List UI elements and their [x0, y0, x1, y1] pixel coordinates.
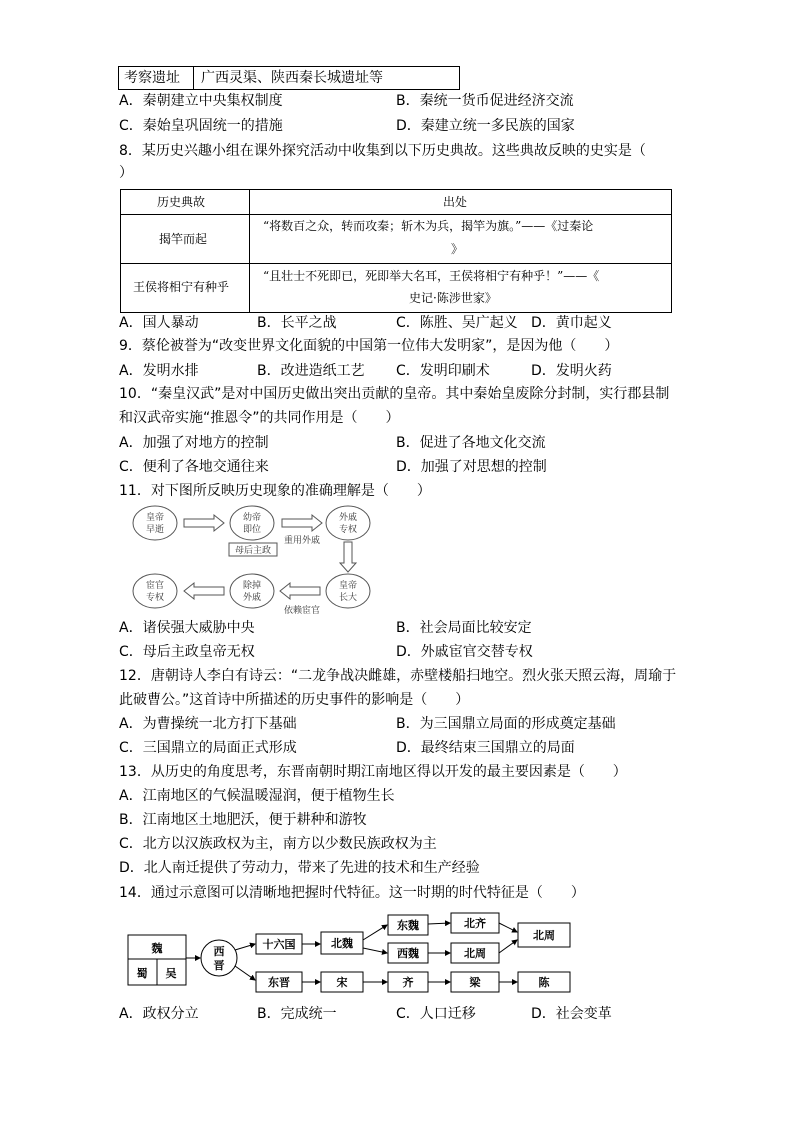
q12-option-a[interactable]: A．为曹操统一北方打下基础 — [119, 716, 297, 732]
q14-label-chen: 陈 — [538, 976, 550, 989]
q10-option-d[interactable]: D．加强了对思想的控制 — [396, 459, 547, 475]
q11-options-row1 — [119, 618, 679, 638]
q7-option-d[interactable]: D．秦建立统一多民族的国家 — [396, 118, 575, 134]
q13-option-b[interactable]: B．江南地区土地肥沃，便于耕种和游牧 — [119, 812, 367, 828]
table-label: 考察遗址 — [124, 70, 180, 86]
q11-label-2: 依赖宦官 — [283, 606, 321, 616]
q12-stem: 12．唐朝诗人李白有诗云：“二龙争战决雌雄，赤壁楼船扫地空。烈火张天照云海，周瑜于 — [119, 668, 677, 684]
q8-option-b[interactable]: B．长平之战 — [257, 315, 337, 331]
q14-arrow-wei-eastwei — [363, 925, 387, 940]
q9-option-d[interactable]: D．发明火药 — [531, 363, 612, 379]
q8-r2-allusion: 王侯将相宁有种乎 — [133, 280, 230, 294]
q14-option-d[interactable]: D．社会变革 — [531, 1006, 612, 1022]
q9-options — [119, 361, 679, 381]
q11-label-1: 重用外戚 — [283, 536, 321, 546]
q10-stem-cont: 和汉武帝实施“推恩令”的共同作用是（ ） — [119, 410, 400, 426]
q8-row-divider-2 — [121, 263, 671, 264]
q8-header-source: 出处 — [443, 195, 468, 209]
q9-option-a[interactable]: A．发明水排 — [119, 363, 199, 379]
q7-options-row1 — [119, 91, 679, 111]
q9-stem: 9．蔡伦被誉为“改变世界文化面貌的中国第一位伟大发明家”，是因为他（ ） — [119, 338, 619, 354]
q11-n5b: 外戚 — [242, 593, 262, 603]
q11-n4b: 长大 — [338, 593, 358, 603]
table-divider — [193, 67, 194, 89]
q14-label-xiwei: 西魏 — [397, 947, 419, 960]
q10-option-b[interactable]: B．促进了各地文化交流 — [396, 435, 546, 451]
q8-r2-source-1: “且壮士不死即已，死即举大名耳，王侯将相宁有种乎！”——《 — [263, 269, 600, 283]
q11-options-row2 — [119, 642, 679, 662]
q14-label-beiwei: 北魏 — [331, 937, 353, 950]
q13-stem: 13．从历史的角度思考，东晋南朝时期江南地区得以开发的最主要因素是（ ） — [119, 764, 627, 780]
q11-arrow-4 — [280, 583, 320, 599]
q8-r1-allusion: 揭竿而起 — [159, 232, 208, 246]
q13-option-c[interactable]: C．北方以汉族政权为主，南方以少数民族政权为主 — [119, 836, 437, 852]
q11-n6b: 专权 — [145, 593, 165, 603]
q14-label-xijin-a: 西 — [213, 945, 225, 958]
q13-option-d[interactable]: D．北人南迁提供了劳动力，带来了先进的技术和生产经验 — [119, 860, 480, 876]
q11-option-d[interactable]: D．外戚宦官交替专权 — [396, 644, 533, 660]
q7-option-a[interactable]: A．秦朝建立中央集权制度 — [119, 93, 283, 109]
q9-option-c[interactable]: C．发明印刷术 — [396, 363, 490, 379]
q12-option-d[interactable]: D．最终结束三国鼎立的局面 — [396, 740, 575, 756]
q8-stem: 8．某历史兴趣小组在课外探究活动中收集到以下历史典故。这些典故反映的史实是（ — [119, 143, 646, 159]
q14-dynasty-diagram — [125, 910, 575, 998]
q8-col-divider — [249, 190, 250, 312]
q14-options — [119, 1004, 679, 1024]
q11-option-a[interactable]: A．诸侯强大威胁中央 — [119, 620, 255, 636]
q14-label-beiqi: 北齐 — [464, 917, 486, 930]
q11-box-label: 母后主政 — [234, 546, 272, 556]
q14-label-qi: 齐 — [402, 976, 414, 989]
q11-arrow-1 — [184, 515, 224, 531]
q14-label-wu: 吴 — [165, 967, 177, 980]
q11-option-c[interactable]: C．母后主政皇帝无权 — [119, 644, 255, 660]
q11-option-b[interactable]: B．社会局面比较安定 — [396, 620, 532, 636]
q11-n3a: 外戚 — [338, 513, 358, 523]
q7-option-b[interactable]: B．秦统一货币促进经济交流 — [396, 93, 574, 109]
q14-label-wei: 魏 — [151, 942, 163, 955]
q10-options-row1 — [119, 433, 679, 453]
q10-options-row2 — [119, 457, 679, 477]
q14-arrow-zhou-zhou — [499, 940, 517, 953]
q11-n5a: 除掉 — [242, 581, 262, 591]
q11-cycle-diagram — [130, 505, 380, 617]
q14-arrow-wei-westwei — [363, 948, 387, 953]
q14-arrow-jin-sixteen — [235, 944, 255, 950]
q14-stem: 14．通过示意图可以清晰地把握时代特征。这一时期的时代特征是（ ） — [119, 885, 585, 901]
q14-label-shu: 蜀 — [136, 967, 148, 980]
q11-arrow-3 — [340, 542, 356, 572]
q14-option-c[interactable]: C．人口迁移 — [396, 1006, 476, 1022]
q11-n4a: 皇帝 — [338, 581, 358, 591]
q14-label-xijin-b: 晋 — [213, 959, 225, 972]
q11-n2b: 即位 — [242, 525, 262, 535]
q8-r1-source-2: 》 — [451, 242, 464, 256]
q9-option-b[interactable]: B．改进造纸工艺 — [257, 363, 365, 379]
q11-n2a: 幼帝 — [242, 513, 262, 523]
q11-n1b: 早逝 — [145, 525, 165, 535]
q10-option-c[interactable]: C．便利了各地交通往来 — [119, 459, 269, 475]
q11-n1a: 皇帝 — [145, 513, 165, 523]
q14-arrow-eastwei-qi — [428, 923, 450, 924]
q13-option-a[interactable]: A．江南地区的气候温暖湿润，便于植物生长 — [119, 788, 395, 804]
q11-arrow-2 — [282, 515, 322, 531]
q8-option-d[interactable]: D．黄巾起义 — [531, 315, 612, 331]
q14-label-dongwei: 东魏 — [397, 919, 419, 932]
q8-option-a[interactable]: A．国人暴动 — [119, 315, 199, 331]
q8-table — [120, 189, 672, 313]
q14-label-sixteen: 十六国 — [262, 938, 296, 951]
q8-options — [119, 313, 679, 333]
q7-options-row2 — [119, 116, 679, 136]
table-value: 广西灵渠、陕西秦长城遗址等 — [201, 70, 383, 86]
q8-stem-cont: ） — [119, 165, 133, 181]
q12-stem-cont: 此破曹公。”这首诗中所描述的历史事件的影响是（ ） — [119, 692, 470, 708]
q12-options-row2 — [119, 738, 679, 758]
q8-option-c[interactable]: C．陈胜、吴广起义 — [396, 315, 518, 331]
q14-arrow-jin-eastjin — [235, 966, 255, 980]
q11-n6a: 宦官 — [145, 581, 165, 591]
q12-options-row1 — [119, 714, 679, 734]
q14-label-beizhou2: 北周 — [533, 929, 555, 942]
q12-option-c[interactable]: C．三国鼎立的局面正式形成 — [119, 740, 297, 756]
q12-option-b[interactable]: B．为三国鼎立局面的形成奠定基础 — [396, 716, 616, 732]
q8-r2-source-2: 史记·陈涉世家》 — [409, 291, 497, 305]
q10-stem: 10．“秦皇汉武”是对中国历史做出突出贡献的皇帝。其中秦始皇废除分封制，实行郡县制 — [119, 386, 670, 402]
q14-label-song: 宋 — [336, 976, 348, 989]
q7-option-c[interactable]: C．秦始皇巩固统一的措施 — [119, 118, 283, 134]
q14-label-dongjin: 东晋 — [268, 976, 290, 989]
top-table — [118, 66, 460, 90]
q14-arrow-qi-zhou — [499, 923, 517, 932]
q14-option-b[interactable]: B．完成统一 — [257, 1006, 337, 1022]
q11-stem: 11．对下图所反映历史现象的准确理解是（ ） — [119, 483, 431, 499]
q14-label-beizhou1: 北周 — [464, 947, 486, 960]
q8-r1-source-1: “将数百之众，转而攻秦；斩木为兵，揭竿为旗。”——《过秦论 — [263, 219, 594, 233]
q11-n3b: 专权 — [338, 525, 358, 535]
q8-row-divider-1 — [121, 214, 671, 215]
q14-label-liang: 梁 — [469, 976, 481, 989]
q10-option-a[interactable]: A．加强了对地方的控制 — [119, 435, 269, 451]
q14-option-a[interactable]: A．政权分立 — [119, 1006, 199, 1022]
q11-arrow-5 — [184, 583, 224, 599]
q8-header-allusion: 历史典故 — [157, 195, 206, 209]
